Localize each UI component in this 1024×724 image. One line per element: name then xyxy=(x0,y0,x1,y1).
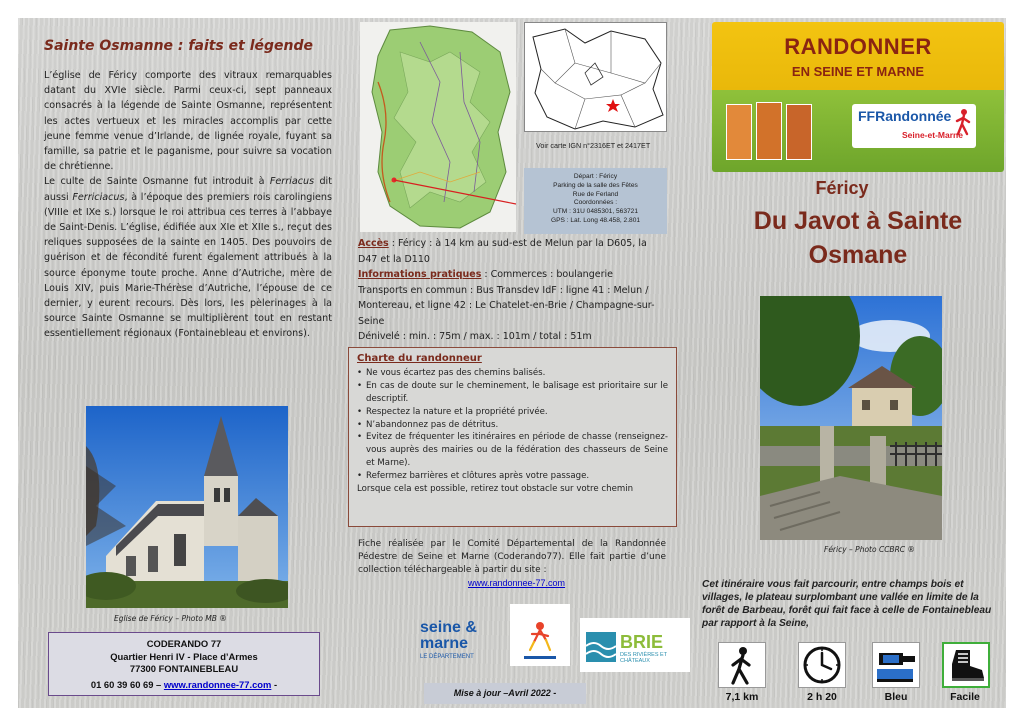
history-column xyxy=(18,18,348,708)
distance-tile xyxy=(718,642,766,688)
difficulty-label: Facile xyxy=(950,691,980,703)
marking-color-label: Bleu xyxy=(884,691,908,703)
coordinates-label: Coordonnées : xyxy=(573,199,618,207)
departure-box xyxy=(524,168,667,234)
difficulty-tile xyxy=(942,642,990,688)
charter-item: • Refermez barrières et clôtures après votre passage. xyxy=(357,470,668,483)
hiking-boot-icon xyxy=(944,644,988,686)
trail-title: Du Javot à Sainte Osmane xyxy=(753,207,963,269)
transport-info: Transports en commun : Bus Transdev IdF : ligne 41 : Melun / Montereau, et ligne 42 : Le Chatelet-en-Brie / Champagne-sur-Seine xyxy=(358,284,655,327)
guide-book xyxy=(786,104,812,160)
guide-book xyxy=(756,102,782,160)
contact-address-1: Quartier Henri IV - Place d’Armes xyxy=(110,650,258,662)
banner-subtitle: EN SEINE ET MARNE xyxy=(791,64,925,79)
history-paragraph-1: L’église de Féricy comporte des vitraux remarquables datant du XVIe siècle. Parmi ceux-ci, sept panneaux consacrés à la légende de Sainte Osmanne, représentent les actes vertueux et les miracles accomplis par cette jeune femme venue d’Irlande, de lignée royale, fuyant sa famille, sa patrie et le paganisme, pour suivre sa vocation de chrétienne. xyxy=(44,70,332,173)
randonner-banner xyxy=(712,22,1004,172)
walker-logo-icon xyxy=(954,108,972,136)
section-title: Sainte Osmanne : faits et légende xyxy=(44,38,313,54)
duration-tile xyxy=(798,642,846,688)
brie-logo: BRIE DES RIVIÈRES ET CHÂTEAUX xyxy=(580,618,690,672)
cover-column xyxy=(678,18,1006,708)
charter-list xyxy=(357,367,668,483)
hiker-charter-box xyxy=(348,347,677,527)
info-column xyxy=(348,18,678,708)
banner-title: RANDONNER xyxy=(784,34,932,59)
locator-map xyxy=(524,22,667,132)
guide-book xyxy=(726,104,752,160)
trail-photo-caption: Féricy – Photo CCBRC ® xyxy=(824,545,915,554)
practical-info xyxy=(358,236,668,345)
trail-brochure xyxy=(18,18,1006,708)
history-paragraph-2: Le culte de Sainte Osmanne fut introduit à Ferriacus dit aussi Ferriciacus, à l’époque des premiers rois carolingiens (VIIIe et IXe s.) lorsque le roi attribua ces terres à l’abbaye de Saint-Denis. L’église, édifiée aux XIe et XIIe s., reçut des reliques supposées de la sainte en 1405. Des pouvoirs de guérison et de fécondité furent également attribués à la source éponyme toute proche. Anne d’Autriche, mère de Louis XIV, puis Marie-Thérèse d’Autriche, l’épouse de ce dernier, y eurent recours. Dès lors, les pèlerinages à la source Sainte Osmanne se multiplièrent tout en restant essentiellement régionaux (Fontainebleau et environs). xyxy=(44,176,333,340)
village-name: Féricy xyxy=(815,178,869,198)
trail-photo xyxy=(760,296,942,540)
charter-title: Charte du randonneur xyxy=(357,353,482,364)
gps-coordinates: GPS : Lat. Long 48.458, 2.801 xyxy=(550,216,641,224)
update-date: Mise à jour –Avril 2022 - xyxy=(424,683,586,704)
walker-icon xyxy=(719,643,765,687)
contact-address-2: 77300 FONTAINEBLEAU xyxy=(129,663,239,674)
elevation-info: Dénivelé : min. : 75m / max. : 101m / total : 51m xyxy=(358,331,592,342)
departure-street: Rue de Ferland xyxy=(572,190,619,198)
regional-map xyxy=(360,22,516,232)
practical-info-line: Informations pratiques : Commerces : boulangerie xyxy=(358,269,613,280)
contact-box xyxy=(48,632,320,696)
utm-coordinates: UTM : 31U 0485301, 563721 xyxy=(552,208,639,216)
charter-item: • Respectez la nature et la propriété privée. xyxy=(357,406,668,419)
charter-footer: Lorsque cela est possible, retirez tout obstacle sur votre chemin xyxy=(357,484,634,495)
contact-phone-line: 01 60 39 60 69 – www.randonnee-77.com - xyxy=(90,678,278,690)
charter-item: • Ne vous écartez pas des chemins balisés. xyxy=(357,367,668,380)
banner-guides xyxy=(712,90,1004,172)
church-photo xyxy=(86,406,288,608)
departure-parking: Parking de la salle des Fêtes xyxy=(553,181,638,189)
charter-item: • Evitez de fréquenter les itinéraires en période de chasse (renseignez-vous auprès des mairies ou de la fédération des chasseurs de Seine et Marne). xyxy=(357,431,668,470)
departure-town: Départ : Féricy xyxy=(573,173,618,180)
clock-icon xyxy=(799,643,845,687)
website-link[interactable]: www.randonnee-77.com xyxy=(468,578,566,588)
church-photo-caption: Eglise de Féricy – Photo MB ® xyxy=(114,614,227,623)
contact-org: CODERANDO 77 xyxy=(146,638,222,649)
ffrandonnee-logo: FFRandonnée Seine-et-Marne xyxy=(852,104,976,148)
charter-item: • N’abandonnez pas de détritus. xyxy=(357,419,668,432)
duration-label: 2 h 20 xyxy=(807,691,837,703)
distance-label: 7,1 km xyxy=(725,691,759,703)
coderando-logo xyxy=(510,604,570,666)
history-text xyxy=(44,68,332,342)
marking-color-tile xyxy=(872,642,920,688)
paint-brush-icon xyxy=(873,643,919,687)
contact-website-link[interactable]: www.randonnee-77.com xyxy=(163,678,272,690)
credits-text: Fiche réalisée par le Comité Départemental de la Randonnée Pédestre de Seine et Marne (Coderando77). Elle fait partie d’une collection téléchargeable à partir du site : xyxy=(358,539,666,575)
map-caption: Voir carte IGN n°2316ET et 2417ET xyxy=(536,141,651,150)
access-info: Accès : Féricy : à 14 km au sud-est de Melun par la D605, la D47 et la D110 xyxy=(358,238,647,265)
charter-item: • En cas de doute sur le cheminement, le balisage est prioritaire sur le descriptif. xyxy=(357,380,668,406)
trail-description: Cet itinéraire vous fait parcourir, entre champs bois et villages, le plateau surplombant une vallée en limite de la forêt de Barbeau, forêt qui fait face à celle de Fontainebleau par rapport à la Seine, xyxy=(702,579,992,629)
banner-header xyxy=(712,22,1004,90)
seine-et-marne-logo: seine & marne LE DÉPARTEMENT xyxy=(420,620,477,660)
